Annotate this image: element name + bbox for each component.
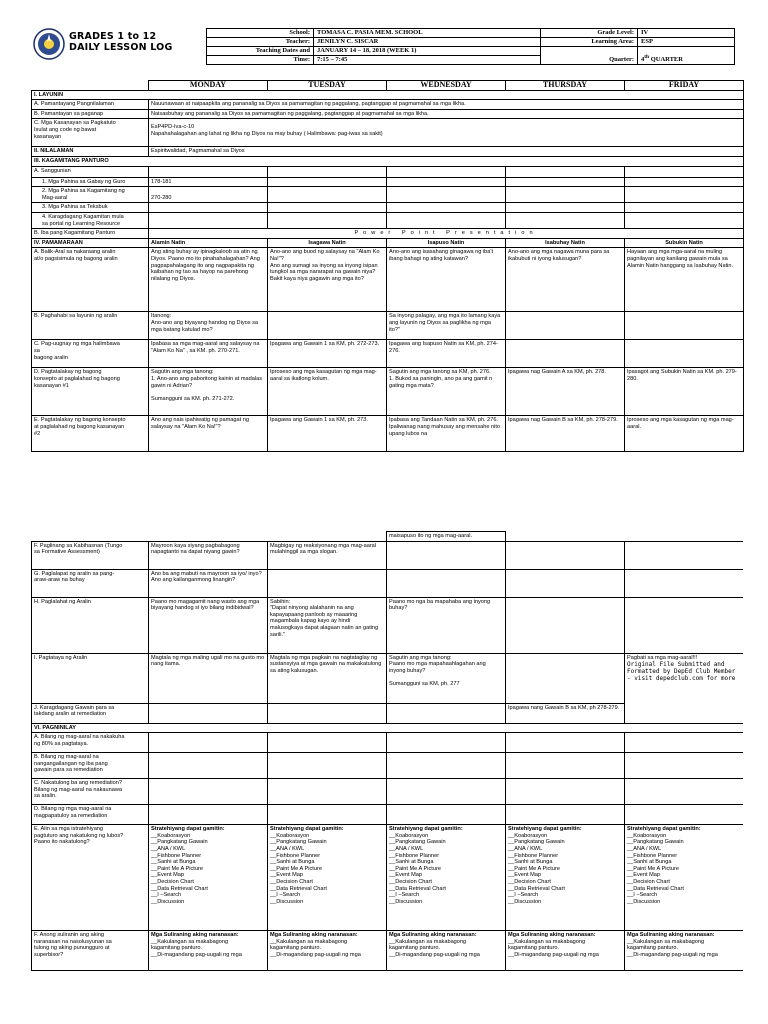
title-line-1: GRADES 1 to 12 xyxy=(69,31,157,42)
paglalahat-fri xyxy=(625,597,744,653)
day-monday: MONDAY xyxy=(149,81,268,91)
quarter-label: Quarter: xyxy=(541,47,638,65)
cell xyxy=(268,532,387,542)
area-label: Learning Area: xyxy=(541,38,638,47)
cell xyxy=(268,779,387,805)
row-label-paglinang: F. Paglinang sa Kabihasnan (Tungo sa Formative Assessment) xyxy=(32,541,149,569)
section-kagamitan: III. KAGAMITANG PANTURO xyxy=(32,156,744,166)
cell xyxy=(506,733,625,753)
cell xyxy=(506,753,625,779)
quarter-word: QUARTER xyxy=(649,56,683,63)
kasanayan-code: EsP4PD-Iva-c-10 xyxy=(151,124,195,131)
balik-aral-mon: Ang ating buhay ay ipinagkaloob sa atin ng Diyos. Paano mo ito pinahahalagahan? Ang pagpapahalagang ito ang nagpapakita ng kaibahan ng tao sa hayop na parehong nilalang ng Diyos. xyxy=(149,248,268,312)
paghahabi-tue xyxy=(268,312,387,340)
cell xyxy=(268,753,387,779)
pagtatalakay-2-thu: Ipagawa nag Gawain B sa KM, ph. 278-279. xyxy=(506,416,625,452)
pagtataya-fri xyxy=(625,653,744,703)
pagtatalakay-2-fri: Iproseso ang mga kasagutan ng mga mag-aaral. xyxy=(625,416,744,452)
strategies-fri xyxy=(625,825,744,931)
strategies-list: __Koaborasyon __Pangkatang Gawain __ANA / KWL __Fishbone Planner __Sanhi at Bunga __Paint Me A Picture __Event Map __Decision Chart __Data Retrieval Chart __I –Search __Discussion xyxy=(508,832,565,905)
cell xyxy=(387,203,506,213)
row-label-karagdagang-gawain: J. Karagdagang Gawain para sa takdang aralin at remediation xyxy=(32,703,149,723)
cell xyxy=(506,203,625,213)
paglalahat-tue: Sabihin: "Dapat ninyong alalahanin na ang kapayapaang panloob ay maaaring magambala kapag kayo ay hindi malusogkaya dapat alagaan natin an gating sarili." xyxy=(268,597,387,653)
paglalapat-fri xyxy=(625,569,744,597)
time-value: 7:15 – 7:45 xyxy=(314,56,541,65)
cell xyxy=(506,532,625,542)
row-label-balik-aral: A. Balik-Aral sa nakaraang aralin at/o pagsisimula ng bagong aralin xyxy=(32,248,149,312)
pagtatalakay-1-fri: Ipasagot ang Subukin Natin sa KM. ph. 279-280. xyxy=(625,368,744,416)
row-label-remediation-need: B. Bilang ng mag-aaral na nangangailangan ng iba pang gawain para sa remediation xyxy=(32,753,149,779)
pag-uugnay-fri xyxy=(625,340,744,368)
karagdagang-fri xyxy=(625,703,744,723)
problems-title: Mga Suliraning aking naranasan: xyxy=(627,932,715,939)
quarter-number: 4 xyxy=(641,56,645,63)
pagtatalakay-1-tue: Iproseso ang mga kasagutan ng mga mag-aaral sa ikatlong kolum. xyxy=(268,368,387,416)
cell xyxy=(625,203,744,213)
depedclub-note: Original File Submitted and Formatted by DepEd Club Member - visit depedclub.com for more xyxy=(627,661,736,683)
cell xyxy=(149,203,268,213)
section-pagninilay: VI. PAGNINILAY xyxy=(32,723,744,733)
row-label-suliranin: F. Anong suliranin ang aking naranasan na nasolusyunan sa tulong ng aking punungguro at superbisor? xyxy=(32,931,149,971)
cell xyxy=(268,805,387,825)
cell xyxy=(268,203,387,213)
cell xyxy=(625,733,744,753)
strategies-title: Stratehiyang dapat gamitin: xyxy=(508,826,582,833)
col-title-subukin: Subukin Natin xyxy=(625,238,744,248)
lesson-log-page-1 xyxy=(31,26,743,468)
cell xyxy=(149,212,268,228)
problems-list: __Kakulangan sa makabagong kagamitang panturo. __Di-magandang pag-uugali ng mga xyxy=(508,938,599,958)
title-line-2: DAILY LESSON LOG xyxy=(69,42,173,53)
dates-value: JANUARY 14 – 18, 2018 (WEEK 1) xyxy=(314,47,541,56)
cell xyxy=(625,532,744,542)
cell xyxy=(506,779,625,805)
cell xyxy=(625,177,744,187)
cell xyxy=(387,177,506,187)
cell xyxy=(149,166,268,177)
row-label-pamantayang-pangnilalaman: A. Pamantayang Pangnilalaman xyxy=(32,100,149,110)
cell xyxy=(506,805,625,825)
paghahabi-mon: Itanong: Ano-ano ang biyayang handog ng Diyos sa mga batang katulad mo? xyxy=(149,312,268,340)
karagdagang-tue xyxy=(268,703,387,723)
cell xyxy=(387,166,506,177)
cell xyxy=(149,779,268,805)
col-title-alamin: Alamin Natin xyxy=(149,238,268,248)
pagtatalakay-2-mon: Ano ang nais ipahiwatig ng pamagat ng salaysay na "Alam Ko Na!"? xyxy=(149,416,268,452)
school-info-table xyxy=(206,28,735,65)
col-title-isagawa: Isagawa Natin xyxy=(268,238,387,248)
balik-aral-fri: Hayaan ang mga mga-aaral na muling pagnilayan ang kanilang gawain mula sa Alamin Natin hanggang sa Isabuhay Natin. xyxy=(625,248,744,312)
paglalahat-thu xyxy=(506,597,625,653)
problems-tue xyxy=(268,931,387,971)
problems-title: Mga Suliraning aking naranasan: xyxy=(389,932,477,939)
section-nilalaman: II. NILALAMAN xyxy=(32,147,149,157)
cell xyxy=(506,212,625,228)
karagdagang-mon xyxy=(149,703,268,723)
cell xyxy=(149,532,268,542)
paglinang-mon: Mayroon kaya siyang pagbabagong napagtanto na dapat niyang gawin? xyxy=(149,541,268,569)
teacher-label: Teacher: xyxy=(207,38,314,47)
paghahabi-wed: Sa inyong palagay, ang mga ito lamang kaya ang layunin ng Diyos sa paglikha ng mga ito?" xyxy=(387,312,506,340)
problems-title: Mga Suliraning aking naranasan: xyxy=(151,932,239,939)
cell xyxy=(506,187,625,203)
row-label-sanggunian: A. Sanggunian xyxy=(32,166,149,177)
pagtataya-fri-text: Pagbati sa mga mag-aaral!!! xyxy=(627,654,698,661)
pagtatalakay-1-mon: Sagutin ang mga tanong: 1. Ano-ano ang paboritong kainin at madalas gawin ni Adrian? Sumangguni sa KM. ph. 271-272. xyxy=(149,368,268,416)
paglalapat-mon: Ano ba ang mabuti na mayroon sa iyo/ inyo? Ano ang kailanganmong linangin? xyxy=(149,569,268,597)
cell xyxy=(149,753,268,779)
row-label-pagtatalakay-1: D. Pagtatalakay ng bagong konsepto at paglalahad ng bagong kasanayan #1 xyxy=(32,368,149,416)
strategies-wed xyxy=(387,825,506,931)
pamantayang-pangnilalaman-text: Nauunawaan at naipaapkita ang pananalig sa Diyos sa pamamagitan ng paggalang, pagtanggap at pagmamahal sa mga likha. xyxy=(149,100,744,110)
cell xyxy=(387,187,506,203)
document-title xyxy=(69,31,172,53)
kasanayan-text: Napahahalagahan ang lahat ng likha ng Diyos na may buhay ( Halimbawa: pag-iwas sa sakit) xyxy=(151,130,383,137)
pagtatalakay-2-wed-continued: maisapuso ito ng mga mag-aaral. xyxy=(387,532,506,542)
gabay-guro-pages: 178-181 xyxy=(149,177,268,187)
cell xyxy=(625,753,744,779)
strategies-list: __Koaborasyon __Pangkatang Gawain __ANA / KWL __Fishbone Planner __Sanhi at Bunga __Paint Me A Picture __Event Map __Decision Chart __Data Retrieval Chart __I –Search __Discussion xyxy=(151,832,208,905)
strategies-list: __Koaborasyon __Pangkatang Gawain __ANA / KWL __Fishbone Planner __Sanhi at Bunga __Paint Me A Picture __Event Map __Decision Chart __Data Retrieval Chart __I –Search __Discussion xyxy=(389,832,446,905)
section-pamamaraan: IV. PAMAMARAAN xyxy=(32,238,149,248)
quarter-suffix: th xyxy=(644,53,650,60)
paglinang-tue: Magbigay ng reaksiyonang mga mag-aaral mulahinggil sa mga slogan. xyxy=(268,541,387,569)
balik-aral-tue: Ano-ano ang buod ng salaysay na "Alam Ko Na!"? Ano ang sumagi sa inyong sa inyong isipan tungkol sa mga nararapat na gawain niya? Bakit kaya niya gagawin ang mga ito? xyxy=(268,248,387,312)
problems-thu xyxy=(506,931,625,971)
karagdagang-wed xyxy=(387,703,506,723)
dates-label: Teaching Dates and xyxy=(207,47,314,56)
cell xyxy=(625,212,744,228)
row-label-istratehiya: E. Alin sa mga istratehiyang pagtuturo ang nakatulong ng lubos? Paano ito nakatulong? xyxy=(32,825,149,931)
strategies-title: Stratehiyang dapat gamitin: xyxy=(151,826,225,833)
paghahabi-fri xyxy=(625,312,744,340)
problems-wed xyxy=(387,931,506,971)
day-thursday: THURSDAY xyxy=(506,81,625,91)
cell xyxy=(387,805,506,825)
row-label-paghahabi: B. Paghahabi sa layunin ng aralin xyxy=(32,312,149,340)
pagtatalakay-2-tue: Ipagawa ang Gawain 1 sa KM, ph. 273. xyxy=(268,416,387,452)
strategies-tue xyxy=(268,825,387,931)
problems-list: __Kakulangan sa makabagong kagamitang panturo. __Di-magandang pag-uugali ng mga xyxy=(270,938,361,958)
pagtatalakay-1-wed: Sagutin ang mga tanong sa KM, ph. 276. 1. Bukod sa paningin, ano pa ang gamit n gating mga mata? xyxy=(387,368,506,416)
cell xyxy=(268,187,387,203)
pagtataya-tue: Magtala ng mga pagkain na nagtataglay ng sustansyiya at mga gawain na makakatulong sa ating kalusugan. xyxy=(268,653,387,703)
balik-aral-wed: Ano-ano ang isasahang ginagawa ng iba't ibang bahagi ng ating katawan? xyxy=(387,248,506,312)
paglalapat-tue xyxy=(268,569,387,597)
balik-aral-thu: Ano-ano ang mga nagawa muna para sa ikabubuti ni iyong kalusugan? xyxy=(506,248,625,312)
problems-list: __Kakulangan sa makabagong kagamitang panturo. __Di-magandang pag-uugali ng mga xyxy=(389,938,480,958)
cell xyxy=(149,805,268,825)
row-label-pagtataya: I. Pagtataya ng Aralin xyxy=(32,653,149,703)
time-label: Time: xyxy=(207,56,314,65)
cell xyxy=(625,166,744,177)
lesson-table-page-1 xyxy=(31,80,744,452)
paglinang-wed xyxy=(387,541,506,569)
problems-list: __Kakulangan sa makabagong kagamitang panturo. __Di-magandang pag-uugali ng mga xyxy=(627,938,718,958)
pagtataya-thu xyxy=(506,653,625,703)
pamantayan-paganap-text: Naisasbuhay ang pananalig sa Diyos sa pamamagitan ng paggalang, pagtanggap at pagmamahal sa mga likha. xyxy=(149,109,744,119)
paglalapat-thu xyxy=(506,569,625,597)
pag-uugnay-thu xyxy=(506,340,625,368)
row-label-teksbuk: 3. Mga Pahina sa Teksbuk xyxy=(32,203,149,213)
row-label-kagamitang-mag-aaral: 2. Mga Pahina sa Kagamitang ng Mag-aaral xyxy=(32,187,149,203)
school-value: TOMASA C. PASIA MEM. SCHOOL xyxy=(314,29,541,38)
row-label-gabay-guro: 1. Mga Pahina sa Gabay ng Guro xyxy=(32,177,149,187)
problems-title: Mga Suliraning aking naranasan: xyxy=(270,932,358,939)
pagtatalakay-2-wed: Ipabasa ang Tandaan Natin sa KM, ph. 276. Ipaliwanag nang mahusay ang mensahe nito upang lubos na xyxy=(387,416,506,452)
pag-uugnay-wed: Ipagawa ang Isapuso Natin sa KM, ph. 274-276. xyxy=(387,340,506,368)
cell xyxy=(149,733,268,753)
day-header-row xyxy=(32,81,744,91)
col-title-isapuso: Isapuso Natin xyxy=(387,238,506,248)
problems-list: __Kakulangan sa makabagong kagamitang panturo. __Di-magandang pag-uugali ng mga xyxy=(151,938,242,958)
cell xyxy=(268,166,387,177)
lesson-table-page-2 xyxy=(31,531,743,971)
teacher-value: JENILYN C. SISCAR xyxy=(314,38,541,47)
quarter-value xyxy=(638,47,735,65)
pagtataya-wed: Sagutin ang mga tanong: Paano mo mga mapahaahlagahan ang inyong buhay? Sumangguni sa KM, ph. 277 xyxy=(387,653,506,703)
cell xyxy=(268,177,387,187)
strategies-title: Stratehiyang dapat gamitin: xyxy=(270,826,344,833)
row-label-remediation-help: C. Nakatulong ba ang remediation? Bilang ng mag-aaral na nakaunawa sa aralin. xyxy=(32,779,149,805)
strategies-title: Stratehiyang dapat gamitin: xyxy=(389,826,463,833)
row-label-nakakuha-80: A. Bilang ng mag-aaral na nakakuha ng 80% sa pagtataya. xyxy=(32,733,149,753)
cell xyxy=(268,733,387,753)
paglalahat-wed: Paano mo nga ba mapahaba ang inyong buhay? xyxy=(387,597,506,653)
day-header-blank xyxy=(32,81,149,91)
col-title-isabuhay: Isabuhay Natin xyxy=(506,238,625,248)
row-label-remediation-continue: D. Bilang ng mga mag-aaral na magpapatuloy sa remediation xyxy=(32,805,149,825)
kagamitang-mag-aaral-pages: 270-280 xyxy=(149,187,268,203)
karagdagang-thu: Ipagawa nang Gawain B sa KM, ph 278-279. xyxy=(506,703,625,723)
row-label-pag-uugnay: C. Pag-uugnay ng mga halimbawa sa bagong aralin xyxy=(32,340,149,368)
pag-uugnay-tue: Ipagawa ang Gawain 1 sa KM, ph. 272-273. xyxy=(268,340,387,368)
paghahabi-thu xyxy=(506,312,625,340)
paglinang-thu xyxy=(506,541,625,569)
paglalapat-wed xyxy=(387,569,506,597)
strategies-list: __Koaborasyon __Pangkatang Gawain __ANA / KWL __Fishbone Planner __Sanhi at Bunga __Paint Me A Picture __Event Map __Decision Chart __Data Retrieval Chart __I –Search __Discussion xyxy=(270,832,327,905)
grade-value: IV xyxy=(638,29,735,38)
school-label: School: xyxy=(207,29,314,38)
problems-fri xyxy=(625,931,744,971)
strategies-mon xyxy=(149,825,268,931)
cell xyxy=(625,805,744,825)
pagtatalakay-1-thu: Ipagawa nag Gawain A sa KM, ph. 278. xyxy=(506,368,625,416)
strategies-title: Stratehiyang dapat gamitin: xyxy=(627,826,701,833)
row-label-iba-kagamitan: B. Iba pang Kagamitang Panturo xyxy=(32,229,149,239)
cell xyxy=(268,212,387,228)
iba-kagamitan-text: Power Point Presentation xyxy=(149,229,744,239)
cell xyxy=(387,779,506,805)
strategies-list: __Koaborasyon __Pangkatang Gawain __ANA / KWL __Fishbone Planner __Sanhi at Bunga __Paint Me A Picture __Event Map __Decision Chart __Data Retrieval Chart __I –Search __Discussion xyxy=(627,832,684,905)
grade-label: Grade Level: xyxy=(541,29,638,38)
day-wednesday: WEDNESDAY xyxy=(387,81,506,91)
pagtataya-mon: Magtala ng mga maling ugali mo na gusto mo nang itama. xyxy=(149,653,268,703)
problems-title: Mga Suliraning aking naranasan: xyxy=(508,932,596,939)
cell xyxy=(387,212,506,228)
cell xyxy=(32,532,149,542)
problems-mon xyxy=(149,931,268,971)
row-label-kasanayan: C. Mga Kasanayan sa Pagkatuto Isulat ang code ng bawat kasanayan xyxy=(32,119,149,147)
nilalaman-text: Espiritwalidad, Pagmamahal sa Diyos xyxy=(149,147,744,157)
row-label-pamantayan-paganap: B. Pamantayan sa paganap xyxy=(32,109,149,119)
cell xyxy=(625,779,744,805)
day-tuesday: TUESDAY xyxy=(268,81,387,91)
paglalahat-mon: Paano mo magagamit nang wasto ang mga biyayang handog si iyo bilang indibidwal? xyxy=(149,597,268,653)
deped-seal-icon xyxy=(33,28,65,60)
lesson-log-page-2 xyxy=(31,531,743,1024)
cell xyxy=(506,166,625,177)
pag-uugnay-mon: Ipabasa sa mga mag-aaral ang salaysay na "Alam Ko Na" , sa KM. ph. 270-271. xyxy=(149,340,268,368)
section-layunin: I. LAYUNIN xyxy=(32,90,744,100)
cell xyxy=(387,753,506,779)
cell xyxy=(625,187,744,203)
day-friday: FRIDAY xyxy=(625,81,744,91)
row-label-paglalahat: H. Paglalahat ng Aralin xyxy=(32,597,149,653)
cell xyxy=(387,733,506,753)
header xyxy=(31,26,743,80)
paglinang-fri xyxy=(625,541,744,569)
kasanayan-cell xyxy=(149,119,744,147)
area-value: ESP xyxy=(638,38,735,47)
strategies-thu xyxy=(506,825,625,931)
row-label-pagtatalakay-2: E. Pagtatalakay ng bagong konsepto at paglalahad ng bagong kasanayan #2 xyxy=(32,416,149,452)
cell xyxy=(506,177,625,187)
row-label-learning-resource: 4. Karagdagang Kagamitan mula sa portal ng Learning Resource xyxy=(32,212,149,228)
row-label-paglalapat: G. Paglalapat ng aralin sa pang- araw-araw na buhay xyxy=(32,569,149,597)
